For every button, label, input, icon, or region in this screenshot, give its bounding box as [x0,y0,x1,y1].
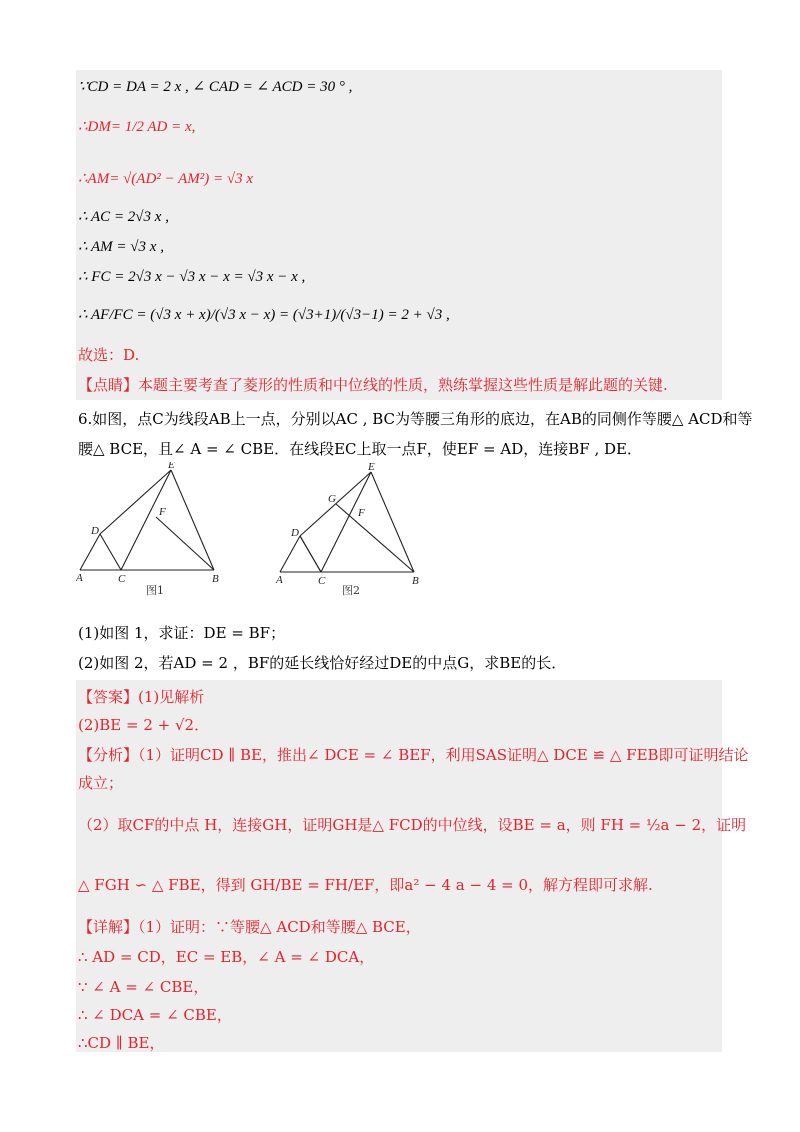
fig2-label-C: C [318,575,326,587]
analysis-1: （1）证明CD ∥ BE，推出∠ DCE = ∠ BEF，利用SAS证明△ DCE ≌ △ FEB即可证明结论 [138,746,749,764]
detail-line-5: ∴CD ∥ BE， [78,1034,165,1052]
detail-line-2: ∴ AD = CD，EC = EB，∠ A = ∠ DCA， [78,948,375,966]
detail-1: （1）证明：∵等腰△ ACD和等腰△ BCE， [138,918,421,936]
figure-area [76,462,436,604]
detail-line-1 [78,916,421,938]
fig1-label-B: B [212,573,219,585]
fig2-label-B: B [412,575,419,587]
answer-line-2: (2)BE = 2 + √2． [78,716,210,734]
top-line-3: ∴AM= √(AD² − AM²) = √3 x [78,171,254,187]
fig2-label-D: D [291,527,299,539]
fig2-label-G: G [328,493,336,505]
answer-1: (1)见解析 [138,688,205,706]
answer-choice: 故选：D. [78,346,140,364]
fig1-label-C: C [118,573,126,585]
detail-tag: 【详解】 [78,918,139,936]
analysis-line-3: △ FGH ∽ △ FBE，得到 GH/BE = FH/EF，即a² − 4 a − 4 = 0，解方程即可求解. [78,876,653,894]
fig1-label-A: A [76,572,83,584]
detail-line-4: ∴ ∠ DCA = ∠ CBE， [78,1006,232,1024]
fig1-caption: 图1 [146,584,164,597]
answer-line-1 [78,686,204,708]
analysis-line-2: （2）取CF的中点 H，连接GH，证明GH是△ FCD的中位线，设BE = a，则 FH = ½a − 2，证明 [78,816,747,834]
question-2: (2)如图 2，若AD = 2 ，BF的延长线恰好经过DE的中点G，求BE的长． [78,654,567,672]
top-line-5: ∴ AM = √3 x , [78,239,164,255]
geometry-figures [76,462,436,604]
top-line-4: ∴ AC = 2√3 x , [78,209,169,225]
figure-2 [280,472,414,572]
fig1-label-F: F [159,506,166,518]
fig2-caption: 图2 [342,584,360,597]
fig2-label-A: A [276,574,283,586]
fig2-label-F: F [358,507,365,519]
problem-line-1: 6.如图，点C为线段AB上一点，分别以AC , BC为等腰三角形的底边，在AB的同侧作等腰△ ACD和等 [78,410,753,428]
figure-1 [80,470,214,570]
detail-line-3: ∵ ∠ A = ∠ CBE， [78,978,209,996]
analysis-tag: 【分析】 [78,746,139,764]
top-line-7: ∴ AF/FC = (√3 x + x)/(√3 x − x) = (√3+1)/(√3−1) = 2 + √3 , [78,307,450,323]
fig1-label-E: E [168,462,175,471]
comment-line: 【点睛】本题主要考查了菱形的性质和中位线的性质，熟练掌握这些性质是解此题的关键. [78,376,668,394]
analysis-line-1b: 成立； [78,774,124,792]
question-1: (1)如图 1，求证：DE = BF； [78,624,286,642]
answer-tag: 【答案】 [78,688,139,706]
top-line-2: ∴DM= 1/2 AD = x, [78,119,196,135]
fig1-label-D: D [91,525,99,537]
top-line-6: ∴ FC = 2√3 x − √3 x − x = √3 x − x , [78,269,306,285]
top-line-1: ∵CD = DA = 2 x , ∠ CAD = ∠ ACD = 30 ° , [78,79,353,95]
analysis-line-1 [78,744,749,766]
fig2-label-E: E [368,462,375,473]
problem-line-2: 腰△ BCE，且∠ A = ∠ CBE．在线段EC上取一点F，使EF = AD，连接BF , DE． [78,440,642,458]
